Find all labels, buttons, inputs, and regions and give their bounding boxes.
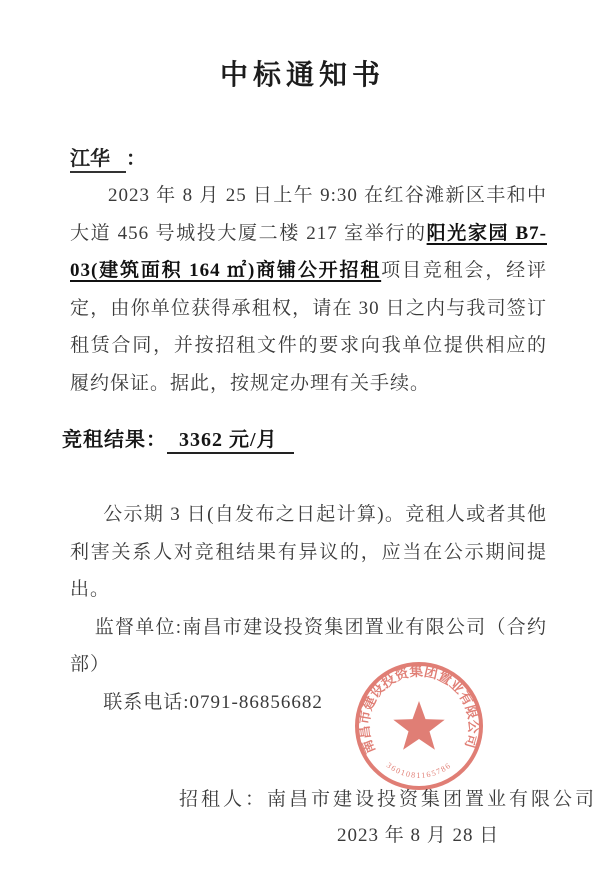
paragraph-main-pre: 2023 年 8 月 25 日上午 9:30 在红谷滩新区丰和中大道 456 号城投大厦二楼 217 室举行的 [70,185,547,244]
document-title: 中标通知书 [219,60,385,91]
signature-date-line: 2023 年 8 月 28 日 [337,825,500,846]
seal-serial-text: 3601081165786 [384,760,454,780]
seal-company-arc-text: 南昌市建设投资集团置业有限公司 [356,663,482,756]
lessor-signature-line [179,787,605,813]
recipient-name: 江华 [70,148,126,173]
winning-project-highlight: 阳光家园 B7-03(建筑面积 164 ㎡)商铺公开招租 [70,222,547,281]
bid-result-label: 竞租结果： [62,429,167,451]
bid-result-value: 3362 元/月 [167,429,294,454]
publicity-block [70,496,547,721]
recipient-line [70,148,605,170]
recipient-colon: ： [126,148,146,170]
supervisor-line: 监督单位:南昌市建设投资集团置业有限公司（合约部） [70,616,547,675]
paragraph-main [70,177,547,402]
bid-result-line [62,427,605,453]
svg-text:3601081165786 [385,761,453,780]
phone-line: 联系电话:0791-86856682 [103,691,323,713]
publicity-paragraph: 公示期 3 日(自发布之日起计算)。竞租人或者其他利害关系人对竞租结果有异议的，应当在公示期间提出。 [70,504,547,600]
lessor-label: 招租人： [179,789,268,810]
lessor-company-name: 南昌市建设投资集团置业有限公司 [267,789,598,810]
paragraph-main-post: 项目竞租会，经评定，由你单位获得承租权，请在 30 日之内与我司签订租赁合同，并按招租文件的要求向我单位提供相应的履约保证。据此，按规定办理有关手续。 [70,260,547,394]
